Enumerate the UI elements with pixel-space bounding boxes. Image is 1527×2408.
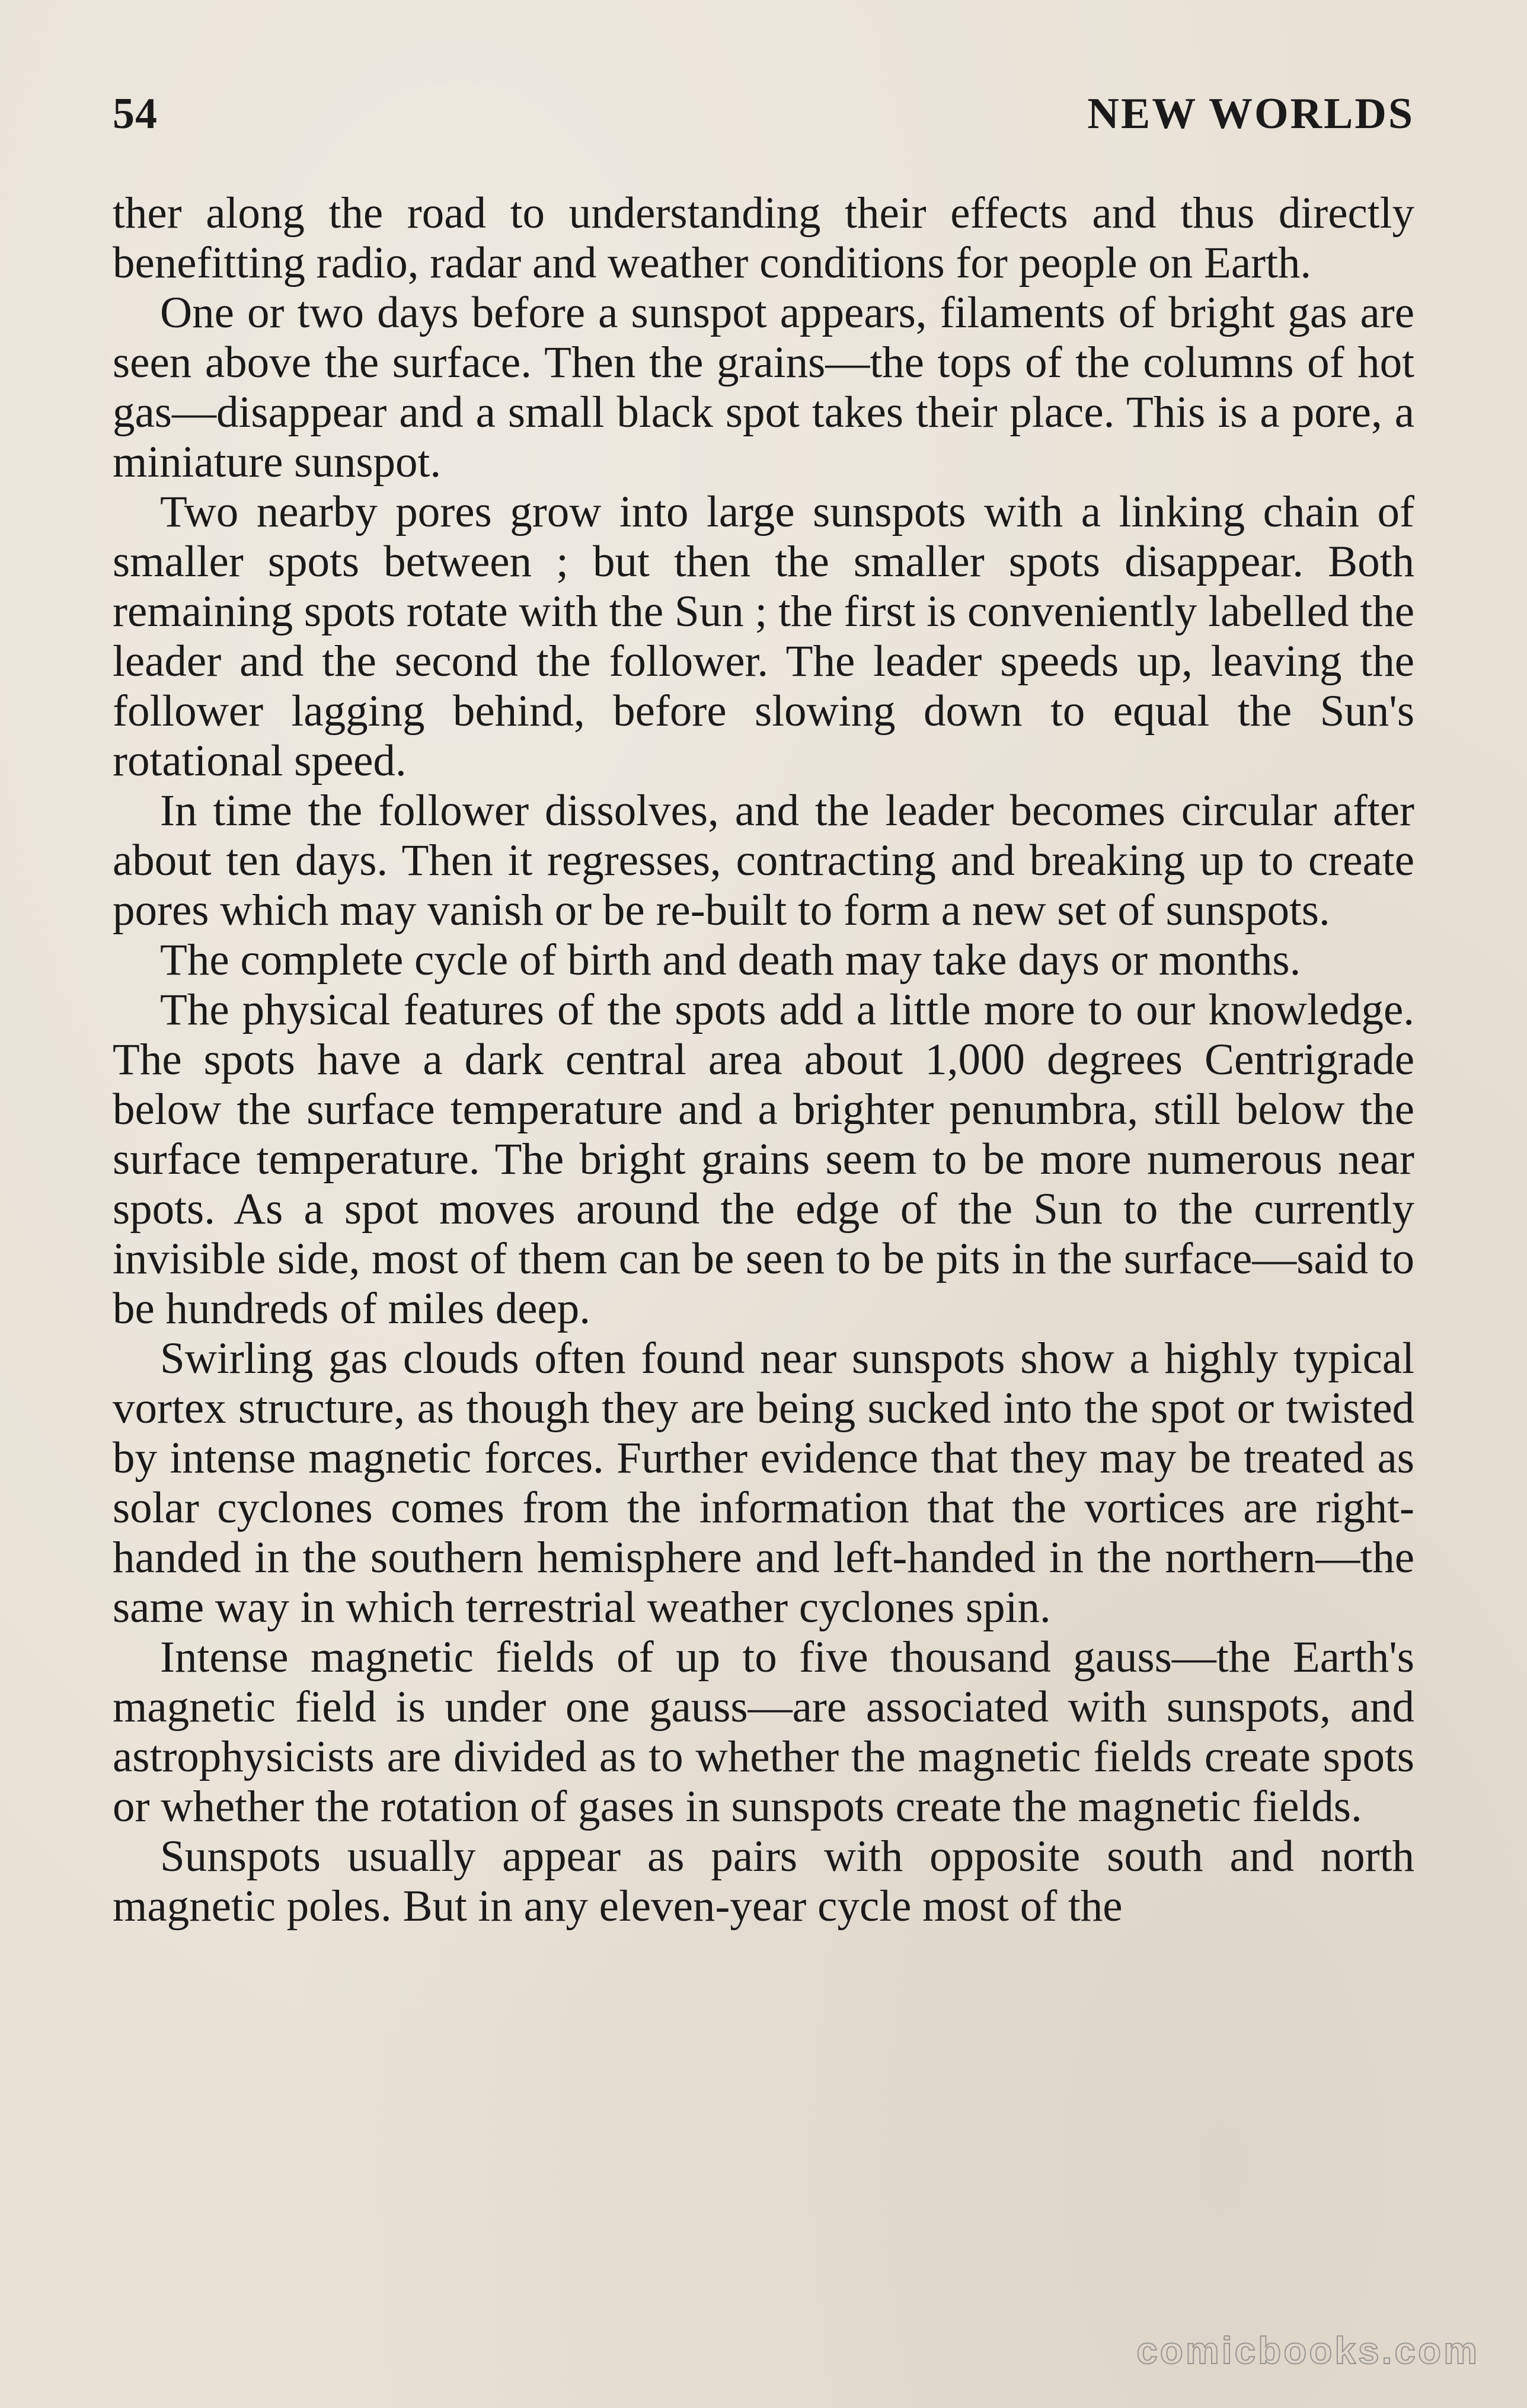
paragraph: The physical features of the spots add a little more to our knowledge. The spots have a dark central area about 1,000 degrees Centrigrade below the surface temperature and a brighter penumbra, still below the surface temperature. The bright grains seem to be more numerous near spots. As a spot moves around the edge of the Sun to the currently invisible side, most of them can be seen to be pits in the surface—said to be hundreds of miles deep. — [113, 985, 1414, 1333]
paragraph-continued: ther along the road to understanding their effects and thus directly benefitting radio, radar and weather conditions for people on Earth. — [113, 189, 1414, 288]
running-title: NEW WORLDS — [1087, 90, 1414, 138]
paragraph: In time the follower dissolves, and the leader becomes circular after about ten days. Then it regresses, contracting and breaking up to create pores which may vanish or be re-built to form a new set of sunspots. — [113, 786, 1414, 935]
paragraph: Intense magnetic fields of up to five thousand gauss—the Earth's magnetic field is under one gauss—are associated with sunspots, and astrophysicists are divided as to whether the magnetic fields create spots or whether the rotation of gases in sunspots create the magnetic fields. — [113, 1633, 1414, 1831]
paragraph: Two nearby pores grow into large sunspots with a linking chain of smaller spots between ; but then the smaller spots disappear. Both remaining spots rotate with the Sun ; the first is conveniently labelled the leader and the second the follower. The leader speeds up, leaving the follower lagging behind, before slowing down to equal the Sun's rotational speed. — [113, 487, 1414, 785]
watermark: comicbooks.com — [1136, 2329, 1480, 2372]
paragraph: The complete cycle of birth and death may take days or months. — [160, 935, 1301, 985]
paragraph: One or two days before a sunspot appears, filaments of bright gas are seen above the surface. Then the grains—the tops of the columns of hot gas—disappear and a small black spot takes their place. This is a pore, a miniature sunspot. — [113, 288, 1414, 487]
paragraph-continues: Sunspots usually appear as pairs with opposite south and north magnetic poles. But in any eleven-year cycle most of the — [113, 1832, 1414, 1931]
page-number: 54 — [113, 90, 158, 138]
article-body — [113, 189, 1414, 1931]
page-header — [113, 89, 1414, 154]
paragraph: Swirling gas clouds often found near sunspots show a highly typical vortex structure, as though they are being sucked into the spot or twisted by intense magnetic forces. Further evidence that they may be treated as solar cyclones comes from the information that the vortices are right-handed in the southern hemisphere and left-handed in the northern—the same way in which terrestrial weather cyclones spin. — [113, 1334, 1414, 1632]
